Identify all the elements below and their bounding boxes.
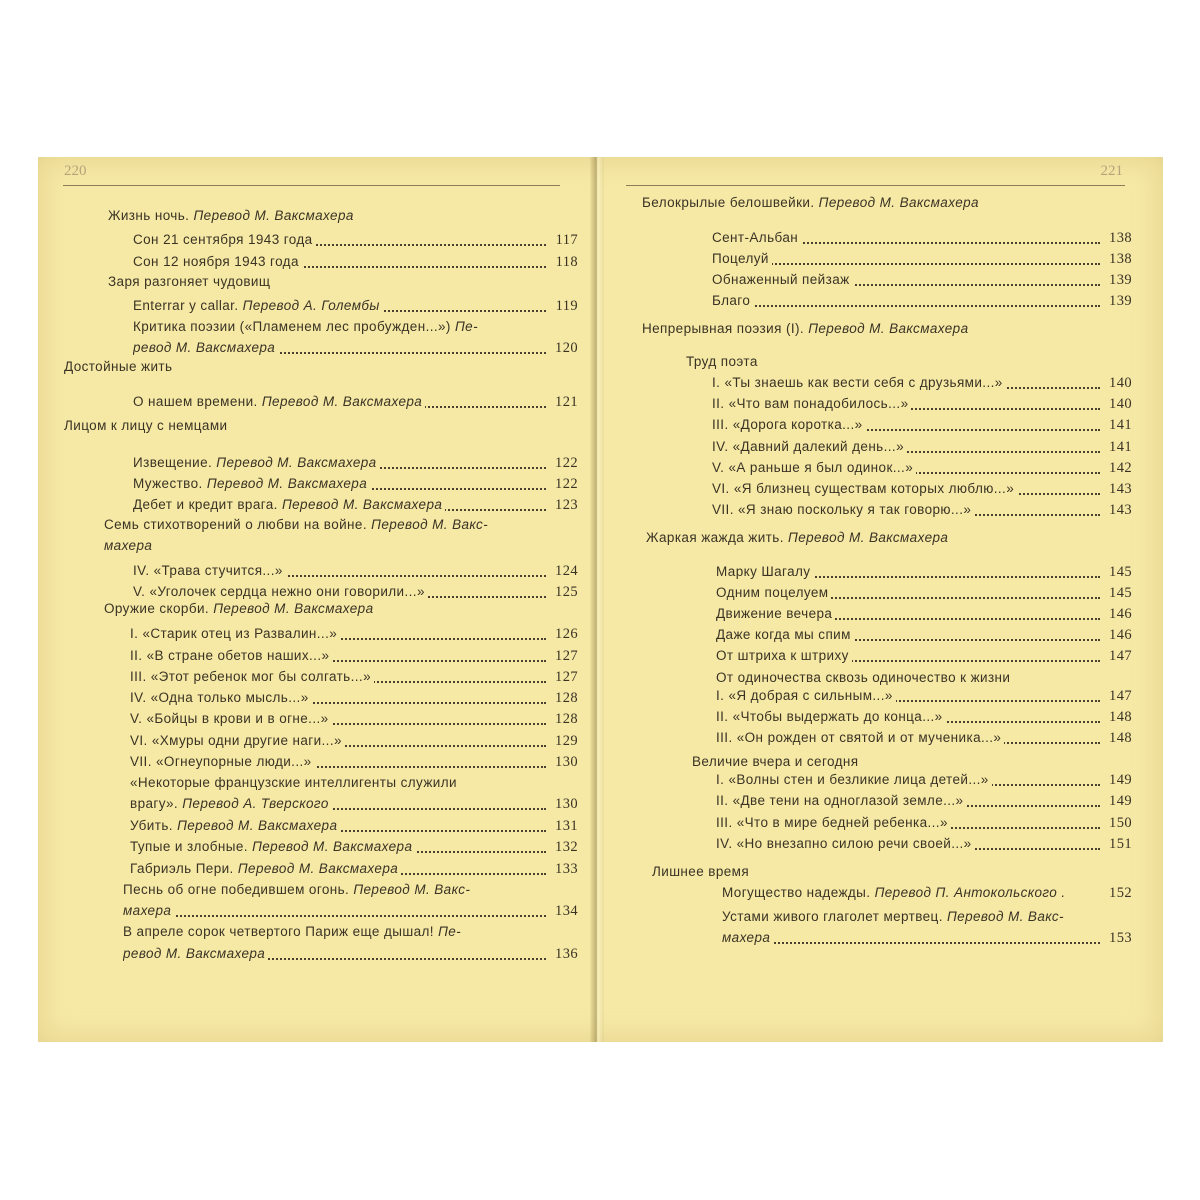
entry-title: Труд поэта: [686, 354, 758, 369]
toc-entry: [133, 297, 578, 315]
entry-page-number: 153: [1105, 929, 1132, 947]
entry-title: IV. «Одна только мысль...»: [130, 690, 309, 705]
entry-translator: Перевод П. Антокольского .: [874, 885, 1066, 900]
entry-page-number: 132: [551, 838, 578, 856]
toc-entry: [133, 562, 578, 580]
entry-title: Обнаженный пейзаж: [712, 272, 850, 287]
entry-page-number: 141: [1105, 438, 1132, 456]
toc-entry: [716, 835, 1132, 853]
entry-title: «Некоторые французские интеллигенты служили: [130, 775, 457, 790]
toc-entry: [716, 647, 1132, 665]
entry-translator: Пе-: [454, 319, 478, 334]
entry-page-number: 151: [1105, 835, 1132, 853]
entry-title: врагу».: [130, 796, 183, 811]
entry-translator: Перевод М. Ваксмахера: [177, 818, 338, 833]
entry-page-number: 152: [1105, 884, 1132, 902]
entry-title: Устами живого глаголет мертвец.: [722, 909, 947, 924]
entry-title: I. «Волны стен и безликие лица детей...»: [716, 772, 989, 787]
toc-entry: [712, 292, 1132, 310]
entry-page-number: 118: [552, 253, 578, 271]
entry-page-number: 147: [1105, 687, 1132, 705]
entry-page-number: 146: [1105, 605, 1132, 623]
entry-title: Лишнее время: [652, 864, 750, 879]
entry-translator: Перевод М. Ваксмахера: [261, 394, 423, 409]
toc-entry: [130, 668, 578, 686]
toc-entry: [130, 689, 578, 707]
entry-title: I. «Старик отец из Развалин...»: [130, 626, 338, 641]
entry-page-number: 119: [552, 297, 578, 315]
dot-leader: [722, 942, 1100, 944]
entry-page-number: 130: [551, 795, 578, 813]
book-spread: [38, 157, 1163, 1042]
toc-entry: [716, 584, 1132, 602]
entry-title: Семь стихотворений о любви на войне.: [104, 517, 372, 532]
entry-page-number: 134: [551, 902, 578, 920]
toc-entry: [133, 475, 578, 493]
entry-page-number: 143: [1105, 480, 1132, 498]
toc-entry: [712, 501, 1132, 519]
entry-title: Оружие скорби.: [104, 601, 214, 616]
entry-title: Непрерывная поэзия (I).: [642, 321, 809, 336]
entry-page-number: 120: [551, 339, 578, 357]
entry-page-number: 136: [551, 945, 578, 963]
toc-entry: [130, 732, 578, 750]
entry-title: Песнь об огне победившем огонь.: [123, 882, 354, 897]
entry-title: Мужество.: [133, 476, 207, 491]
entry-title: Сон 12 ноября 1943 года: [133, 254, 299, 269]
entry-translator: махера: [722, 930, 771, 945]
entry-title: Сент-Альбан: [712, 230, 799, 245]
entry-page-number: 147: [1105, 647, 1132, 665]
entry-title: Извещение.: [133, 455, 217, 470]
entry-title: II. «Две тени на одноглазой земле...»: [716, 793, 964, 808]
entry-title: Жаркая жажда жить.: [646, 530, 789, 545]
entry-translator: Перевод М. Ваксмахера: [808, 321, 969, 336]
entry-translator: Перевод М. Вакс-: [947, 909, 1064, 924]
toc-entry: [130, 860, 578, 878]
entry-title: VII. «Я знаю поскольку я так говорю...»: [712, 502, 972, 517]
toc-heading: [133, 318, 478, 336]
entry-translator: Перевод М. Ваксмахера: [193, 208, 354, 223]
entry-title: Заря разгоняет чудовищ: [108, 274, 271, 289]
toc-entry: [716, 605, 1132, 623]
header-rule: [626, 185, 1125, 186]
entry-page-number: 130: [551, 753, 578, 771]
entry-page-number: 129: [551, 732, 578, 750]
entry-title: Даже когда мы спим: [716, 627, 851, 642]
entry-page-number: 123: [551, 496, 578, 514]
entry-title: Критика поэзии («Пламенем лес пробужден...»): [133, 319, 455, 334]
entry-title: IV. «Давний далекий день...»: [712, 439, 904, 454]
toc-entry: [716, 771, 1132, 789]
toc-heading: [108, 207, 354, 225]
entry-page-number: 133: [551, 860, 578, 878]
entry-title: О нашем времени.: [133, 394, 262, 409]
entry-page-number: 145: [1105, 584, 1132, 602]
toc-heading: [642, 320, 968, 338]
toc-entry: [716, 687, 1132, 705]
entry-translator: Перевод М. Вакс-: [353, 882, 471, 897]
toc-heading: [104, 516, 488, 534]
book-gutter: [590, 157, 604, 1042]
entry-translator: Перевод М. Ваксмахера: [281, 497, 443, 512]
entry-page-number: 126: [551, 625, 578, 643]
toc-entry: [716, 563, 1132, 581]
entry-title: Достойные жить: [64, 359, 173, 374]
toc-entry: [130, 838, 578, 856]
toc-heading: [722, 908, 1064, 926]
entry-translator: Перевод М. Ваксмахера: [818, 195, 979, 210]
entry-translator: махера: [123, 903, 172, 918]
entry-title: Белокрылые белошвейки.: [642, 195, 819, 210]
toc-entry: [123, 945, 578, 963]
entry-page-number: 125: [551, 583, 578, 601]
toc-entry: [716, 626, 1132, 644]
entry-title: III. «Он рожден от святой и от мученика...»: [716, 730, 1002, 745]
entry-title: IV. «Трава стучится...»: [133, 563, 283, 578]
entry-translator: Перевод А. Тверского: [182, 796, 329, 811]
toc-heading: [64, 417, 227, 435]
toc-entry: [130, 753, 578, 771]
entry-translator: Перевод М. Ваксмахера: [788, 530, 949, 545]
entry-page-number: 145: [1105, 563, 1132, 581]
toc-heading: [652, 863, 749, 881]
entry-page-number: 128: [551, 689, 578, 707]
entry-page-number: 140: [1105, 374, 1132, 392]
entry-title: IV. «Но внезапно силою речи своей...»: [716, 836, 972, 851]
entry-page-number: 138: [1105, 229, 1132, 247]
entry-title: V. «Уголочек сердца нежно они говорили...»: [133, 584, 425, 599]
toc-entry: [716, 708, 1132, 726]
entry-title: Жизнь ночь.: [108, 208, 194, 223]
entry-page-number: 141: [1105, 416, 1132, 434]
entry-page-number: 149: [1105, 771, 1132, 789]
entry-translator: ревод М. Ваксмахера: [123, 946, 266, 961]
entry-page-number: 131: [551, 817, 578, 835]
toc-heading: [64, 358, 172, 376]
entry-title: III. «Что в мире бедней ребенка...»: [716, 815, 948, 830]
toc-heading: [686, 353, 758, 371]
toc-heading: [104, 600, 374, 618]
header-rule: [63, 185, 560, 186]
toc-heading: [692, 753, 858, 771]
entry-page-number: 138: [1105, 250, 1132, 268]
page-number: 221: [1100, 163, 1123, 179]
toc-entry: [712, 459, 1132, 477]
entry-page-number: 140: [1105, 395, 1132, 413]
entry-title: Лицом к лицу с немцами: [64, 418, 228, 433]
toc-heading: [123, 881, 470, 899]
entry-page-number: 122: [551, 475, 578, 493]
entry-page-number: 139: [1105, 292, 1132, 310]
entry-title: Одним поцелуем: [716, 585, 829, 600]
entry-title: От одиночества сквозь одиночество к жизни: [716, 670, 1011, 685]
page-number: 220: [64, 163, 87, 179]
entry-page-number: 149: [1105, 792, 1132, 810]
entry-title: Дебет и кредит врага.: [133, 497, 282, 512]
toc-entry: [133, 253, 578, 271]
toc-entry: [722, 884, 1132, 902]
toc-heading: [130, 774, 457, 792]
entry-translator: ревод М. Ваксмахера: [133, 340, 276, 355]
toc-heading: [716, 669, 1010, 687]
entry-title: VII. «Огнеупорные люди...»: [130, 754, 312, 769]
entry-title: III. «Дорога коротка...»: [712, 417, 863, 432]
entry-page-number: 117: [552, 231, 578, 249]
entry-translator: Перевод М. Ваксмахера: [206, 476, 368, 491]
toc-entry: [133, 393, 578, 411]
dot-leader: [123, 915, 546, 917]
entry-title: От штриха к штриху: [716, 648, 849, 663]
dot-leader: [712, 305, 1100, 307]
entry-page-number: 122: [551, 454, 578, 472]
toc-entry: [130, 710, 578, 728]
toc-heading: [123, 923, 461, 941]
right-page: [604, 157, 1163, 1042]
entry-title: Габриэль Пери.: [130, 861, 238, 876]
toc-entry: [123, 902, 578, 920]
entry-title: Убить.: [130, 818, 178, 833]
entry-title: Сон 21 сентября 1943 года: [133, 232, 313, 247]
entry-title: VI. «Я близнец существам которых люблю...»: [712, 481, 1015, 496]
toc-entry: [716, 814, 1132, 832]
entry-translator: махера: [104, 538, 153, 553]
entry-title: Благо: [712, 293, 751, 308]
toc-entry: [712, 374, 1132, 392]
toc-entry: [712, 395, 1132, 413]
entry-title: Могущество надежды.: [722, 885, 875, 900]
toc-entry: [716, 729, 1132, 747]
entry-title: Марку Шагалу: [716, 564, 811, 579]
entry-title: Enterrar y callar.: [133, 298, 243, 313]
toc-heading: [646, 529, 948, 547]
toc-entry: [130, 647, 578, 665]
toc-entry: [133, 231, 578, 249]
toc-entry: [716, 792, 1132, 810]
entry-title: V. «А раньше я был одинок...»: [712, 460, 914, 475]
toc-heading: [108, 273, 270, 291]
entry-translator: Перевод М. Вакс-: [371, 517, 489, 532]
entry-translator: Перевод М. Ваксмахера: [237, 861, 399, 876]
entry-page-number: 121: [551, 393, 578, 411]
toc-entry: [130, 625, 578, 643]
entry-page-number: 150: [1105, 814, 1132, 832]
entry-title: II. «Что вам понадобилось...»: [712, 396, 909, 411]
entry-title: I. «Я добрая с сильным...»: [716, 688, 893, 703]
toc-heading: [104, 537, 152, 555]
entry-page-number: 143: [1105, 501, 1132, 519]
toc-entry: [712, 271, 1132, 289]
toc-entry: [130, 817, 578, 835]
entry-translator: Пе-: [438, 924, 462, 939]
entry-title: Тупые и злобные.: [130, 839, 253, 854]
toc-entry: [133, 496, 578, 514]
toc-entry: [130, 795, 578, 813]
toc-entry: [712, 480, 1132, 498]
entry-page-number: 124: [551, 562, 578, 580]
toc-entry: [712, 438, 1132, 456]
toc-entry: [133, 339, 578, 357]
entry-title: Поцелуй: [712, 251, 769, 266]
entry-page-number: 127: [551, 668, 578, 686]
entry-translator: Перевод А. Голембы: [242, 298, 380, 313]
entry-page-number: 146: [1105, 626, 1132, 644]
entry-translator: Перевод М. Ваксмахера: [252, 839, 413, 854]
entry-page-number: 127: [551, 647, 578, 665]
entry-title: Движение вечера: [716, 606, 833, 621]
entry-title: V. «Бойцы в крови и в огне...»: [130, 711, 329, 726]
entry-translator: Перевод М. Ваксмахера: [216, 455, 377, 470]
entry-page-number: 139: [1105, 271, 1132, 289]
entry-page-number: 128: [551, 710, 578, 728]
toc-heading: [642, 194, 979, 212]
entry-title: В апреле сорок четвертого Париж еще дышал!: [123, 924, 439, 939]
toc-entry: [712, 250, 1132, 268]
toc-entry: [712, 416, 1132, 434]
toc-entry: [133, 583, 578, 601]
toc-entry: [133, 454, 578, 472]
entry-page-number: 148: [1105, 729, 1132, 747]
entry-title: VI. «Хмуры одни другие наги...»: [130, 733, 342, 748]
entry-title: III. «Этот ребенок мог бы солгать...»: [130, 669, 371, 684]
entry-page-number: 148: [1105, 708, 1132, 726]
entry-title: II. «Чтобы выдержать до конца...»: [716, 709, 943, 724]
left-page: [38, 157, 590, 1042]
toc-entry: [712, 229, 1132, 247]
entry-title: Величие вчера и сегодня: [692, 754, 859, 769]
entry-title: I. «Ты знаешь как вести себя с друзьями...»: [712, 375, 1003, 390]
entry-title: II. «В стране обетов наших...»: [130, 648, 330, 663]
entry-page-number: 142: [1105, 459, 1132, 477]
entry-translator: Перевод М. Ваксмахера: [213, 601, 374, 616]
toc-entry: [722, 929, 1132, 947]
